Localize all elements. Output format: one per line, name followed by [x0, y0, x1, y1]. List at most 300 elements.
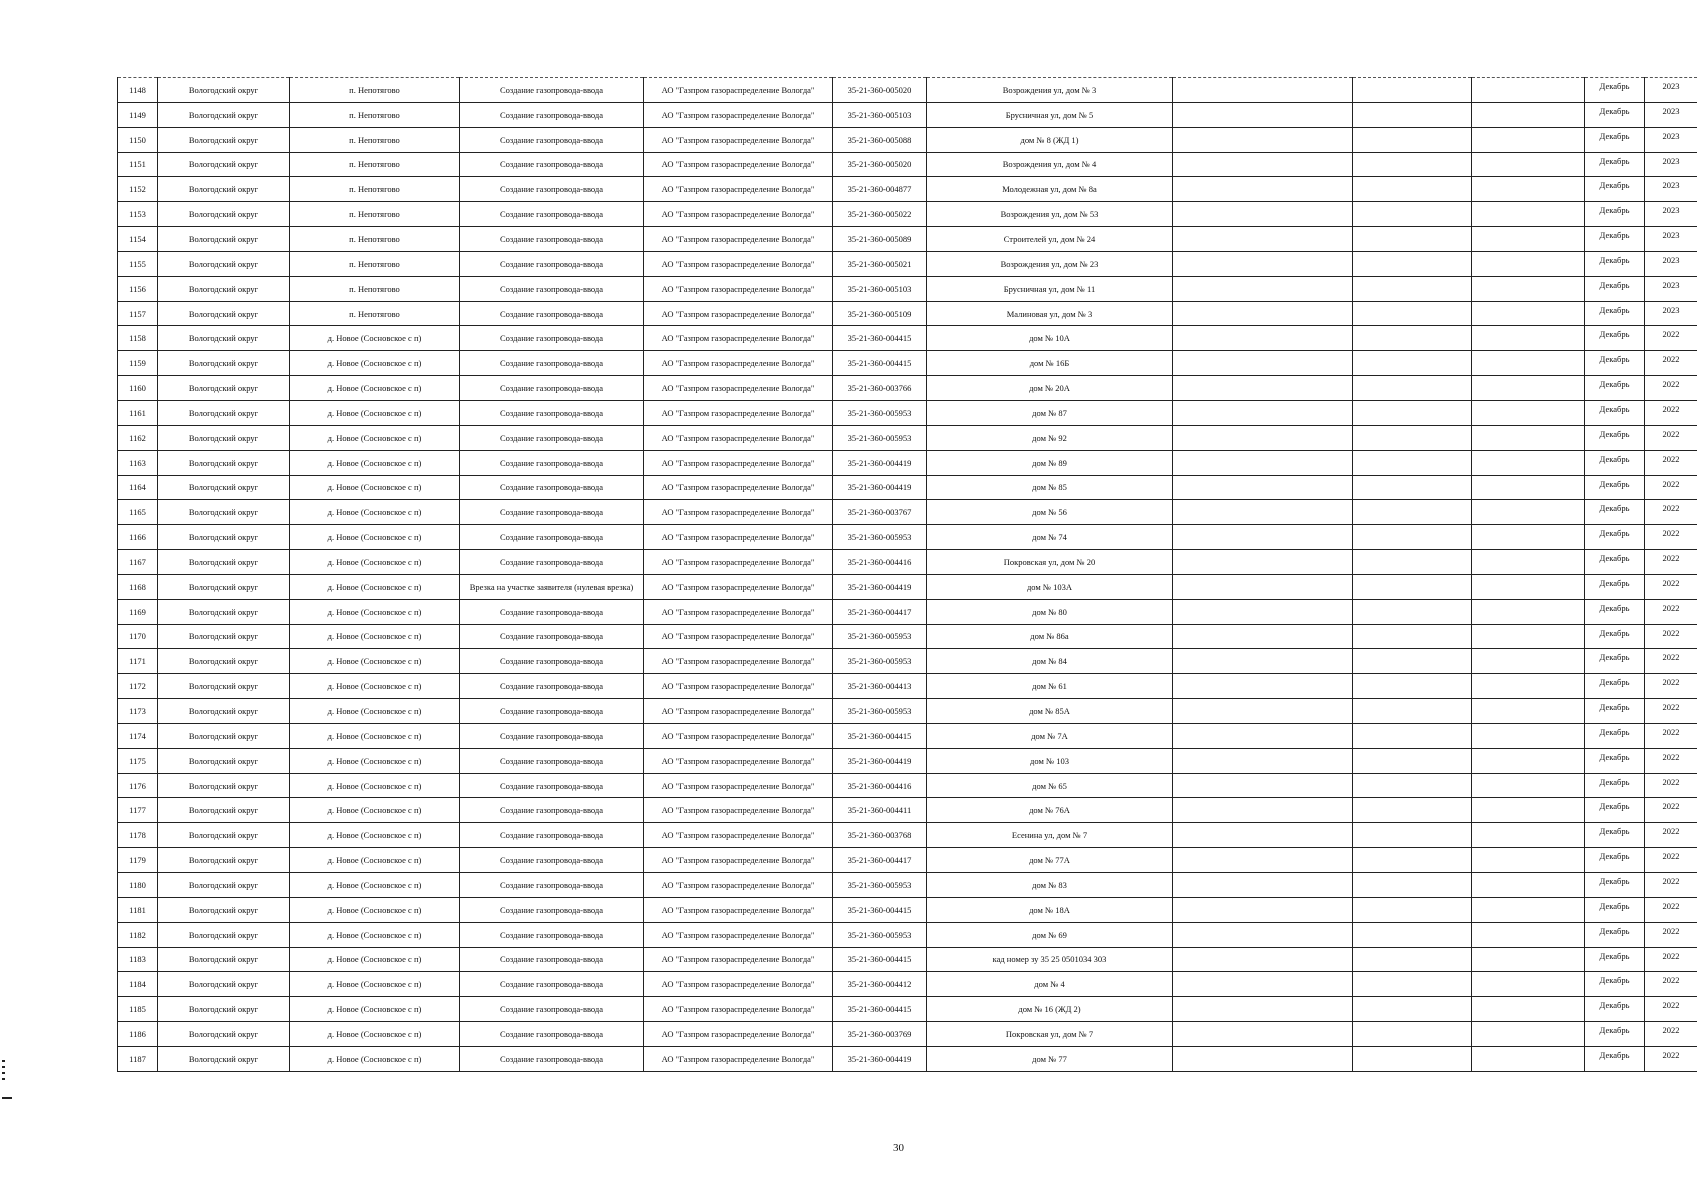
district-cell: Вологодский округ	[158, 525, 290, 550]
work-type-cell: Создание газопровода-ввода	[460, 699, 644, 724]
month-cell: Декабрь	[1585, 152, 1645, 177]
table-row	[118, 873, 1697, 898]
district-cell: Вологодский округ	[158, 450, 290, 475]
empty-cell	[1173, 748, 1353, 773]
month-cell: Декабрь	[1585, 723, 1645, 748]
district-cell: Вологодский округ	[158, 301, 290, 326]
empty-cell	[1472, 997, 1585, 1022]
settlement-cell: д. Новое (Сосновское с п)	[290, 525, 460, 550]
empty-cell	[1173, 649, 1353, 674]
year-cell: 2022	[1645, 425, 1697, 450]
work-type-cell: Создание газопровода-ввода	[460, 326, 644, 351]
empty-cell	[1173, 202, 1353, 227]
month-cell: Декабрь	[1585, 1046, 1645, 1071]
address-cell: дом № 61	[927, 674, 1173, 699]
settlement-cell: д. Новое (Сосновское с п)	[290, 997, 460, 1022]
month-cell: Декабрь	[1585, 127, 1645, 152]
empty-cell	[1173, 922, 1353, 947]
empty-cell	[1353, 450, 1472, 475]
empty-cell	[1173, 599, 1353, 624]
empty-cell	[1173, 376, 1353, 401]
organization-cell: АО "Газпром газораспределение Вологда"	[644, 897, 833, 922]
scan-edge-mark	[2, 1078, 5, 1080]
row-number: 1163	[118, 450, 158, 475]
district-cell: Вологодский округ	[158, 400, 290, 425]
organization-cell: АО "Газпром газораспределение Вологда"	[644, 227, 833, 252]
work-type-cell: Создание газопровода-ввода	[460, 475, 644, 500]
month-cell: Декабрь	[1585, 177, 1645, 202]
organization-cell: АО "Газпром газораспределение Вологда"	[644, 500, 833, 525]
year-cell: 2022	[1645, 550, 1697, 575]
row-number: 1164	[118, 475, 158, 500]
settlement-cell: д. Новое (Сосновское с п)	[290, 823, 460, 848]
empty-cell	[1353, 848, 1472, 873]
settlement-cell: д. Новое (Сосновское с п)	[290, 748, 460, 773]
organization-cell: АО "Газпром газораспределение Вологда"	[644, 823, 833, 848]
code-cell: 35-21-360-004415	[833, 723, 927, 748]
organization-cell: АО "Газпром газораспределение Вологда"	[644, 748, 833, 773]
empty-cell	[1173, 624, 1353, 649]
scan-edge-mark	[2, 1060, 5, 1062]
empty-cell	[1173, 674, 1353, 699]
work-type-cell: Создание газопровода-ввода	[460, 972, 644, 997]
year-cell: 2022	[1645, 848, 1697, 873]
organization-cell: АО "Газпром газораспределение Вологда"	[644, 699, 833, 724]
empty-cell	[1472, 972, 1585, 997]
address-cell: Покровская ул, дом № 20	[927, 550, 1173, 575]
empty-cell	[1173, 699, 1353, 724]
empty-cell	[1353, 102, 1472, 127]
year-cell: 2022	[1645, 400, 1697, 425]
empty-cell	[1173, 525, 1353, 550]
row-number: 1156	[118, 276, 158, 301]
empty-cell	[1472, 202, 1585, 227]
organization-cell: АО "Газпром газораспределение Вологда"	[644, 326, 833, 351]
empty-cell	[1472, 102, 1585, 127]
month-cell: Декабрь	[1585, 301, 1645, 326]
organization-cell: АО "Газпром газораспределение Вологда"	[644, 152, 833, 177]
address-cell: дом № 92	[927, 425, 1173, 450]
empty-cell	[1173, 972, 1353, 997]
table-row	[118, 599, 1697, 624]
month-cell: Декабрь	[1585, 699, 1645, 724]
year-cell: 2023	[1645, 177, 1697, 202]
organization-cell: АО "Газпром газораспределение Вологда"	[644, 674, 833, 699]
empty-cell	[1173, 574, 1353, 599]
address-cell: дом № 89	[927, 450, 1173, 475]
code-cell: 35-21-360-005089	[833, 227, 927, 252]
month-cell: Декабрь	[1585, 550, 1645, 575]
address-cell: Возрождения ул, дом № 53	[927, 202, 1173, 227]
table-row	[118, 922, 1697, 947]
row-number: 1179	[118, 848, 158, 873]
code-cell: 35-21-360-004419	[833, 450, 927, 475]
row-number: 1170	[118, 624, 158, 649]
empty-cell	[1173, 997, 1353, 1022]
district-cell: Вологодский округ	[158, 202, 290, 227]
code-cell: 35-21-360-005020	[833, 152, 927, 177]
month-cell: Декабрь	[1585, 400, 1645, 425]
district-cell: Вологодский округ	[158, 376, 290, 401]
row-number: 1166	[118, 525, 158, 550]
table-row	[118, 276, 1697, 301]
scan-edge-mark	[2, 1066, 5, 1068]
month-cell: Декабрь	[1585, 823, 1645, 848]
empty-cell	[1472, 450, 1585, 475]
empty-cell	[1173, 1046, 1353, 1071]
empty-cell	[1472, 78, 1585, 103]
settlement-cell: д. Новое (Сосновское с п)	[290, 599, 460, 624]
district-cell: Вологодский округ	[158, 177, 290, 202]
code-cell: 35-21-360-004415	[833, 897, 927, 922]
table-row	[118, 425, 1697, 450]
empty-cell	[1173, 773, 1353, 798]
address-cell: дом № 10А	[927, 326, 1173, 351]
address-cell: дом № 80	[927, 599, 1173, 624]
address-cell: Малиновая ул, дом № 3	[927, 301, 1173, 326]
empty-cell	[1472, 301, 1585, 326]
row-number: 1180	[118, 873, 158, 898]
code-cell: 35-21-360-005953	[833, 649, 927, 674]
district-cell: Вологодский округ	[158, 699, 290, 724]
month-cell: Декабрь	[1585, 574, 1645, 599]
district-cell: Вологодский округ	[158, 1022, 290, 1047]
table-row	[118, 400, 1697, 425]
work-type-cell: Создание газопровода-ввода	[460, 873, 644, 898]
empty-cell	[1353, 78, 1472, 103]
empty-cell	[1173, 425, 1353, 450]
empty-cell	[1173, 550, 1353, 575]
empty-cell	[1353, 376, 1472, 401]
code-cell: 35-21-360-005953	[833, 525, 927, 550]
work-type-cell: Создание газопровода-ввода	[460, 624, 644, 649]
table-row	[118, 78, 1697, 103]
code-cell: 35-21-360-005109	[833, 301, 927, 326]
row-number: 1154	[118, 227, 158, 252]
empty-cell	[1173, 475, 1353, 500]
year-cell: 2022	[1645, 599, 1697, 624]
table-row	[118, 202, 1697, 227]
work-type-cell: Создание газопровода-ввода	[460, 897, 644, 922]
settlement-cell: д. Новое (Сосновское с п)	[290, 500, 460, 525]
address-cell: Брусничная ул, дом № 11	[927, 276, 1173, 301]
work-type-cell: Создание газопровода-ввода	[460, 276, 644, 301]
work-type-cell: Создание газопровода-ввода	[460, 78, 644, 103]
work-type-cell: Создание газопровода-ввода	[460, 823, 644, 848]
district-cell: Вологодский округ	[158, 798, 290, 823]
empty-cell	[1173, 500, 1353, 525]
empty-cell	[1173, 127, 1353, 152]
organization-cell: АО "Газпром газораспределение Вологда"	[644, 127, 833, 152]
table-row	[118, 227, 1697, 252]
code-cell: 35-21-360-005020	[833, 78, 927, 103]
table-row	[118, 376, 1697, 401]
work-type-cell: Создание газопровода-ввода	[460, 102, 644, 127]
empty-cell	[1353, 723, 1472, 748]
empty-cell	[1353, 873, 1472, 898]
year-cell: 2023	[1645, 152, 1697, 177]
code-cell: 35-21-360-004413	[833, 674, 927, 699]
work-type-cell: Создание газопровода-ввода	[460, 848, 644, 873]
organization-cell: АО "Газпром газораспределение Вологда"	[644, 177, 833, 202]
work-type-cell: Создание газопровода-ввода	[460, 947, 644, 972]
row-number: 1176	[118, 773, 158, 798]
month-cell: Декабрь	[1585, 1022, 1645, 1047]
address-cell: дом № 87	[927, 400, 1173, 425]
empty-cell	[1472, 351, 1585, 376]
work-type-cell: Создание газопровода-ввода	[460, 723, 644, 748]
settlement-cell: д. Новое (Сосновское с п)	[290, 947, 460, 972]
row-number: 1173	[118, 699, 158, 724]
empty-cell	[1353, 425, 1472, 450]
empty-cell	[1353, 1022, 1472, 1047]
code-cell: 35-21-360-005953	[833, 922, 927, 947]
row-number: 1153	[118, 202, 158, 227]
code-cell: 35-21-360-004415	[833, 947, 927, 972]
month-cell: Декабрь	[1585, 475, 1645, 500]
settlement-cell: д. Новое (Сосновское с п)	[290, 1046, 460, 1071]
row-number: 1168	[118, 574, 158, 599]
year-cell: 2022	[1645, 723, 1697, 748]
month-cell: Декабрь	[1585, 773, 1645, 798]
district-cell: Вологодский округ	[158, 152, 290, 177]
district-cell: Вологодский округ	[158, 599, 290, 624]
table-row	[118, 699, 1697, 724]
year-cell: 2022	[1645, 897, 1697, 922]
empty-cell	[1353, 748, 1472, 773]
table-row	[118, 624, 1697, 649]
empty-cell	[1353, 699, 1472, 724]
row-number: 1149	[118, 102, 158, 127]
settlement-cell: д. Новое (Сосновское с п)	[290, 475, 460, 500]
code-cell: 35-21-360-004416	[833, 550, 927, 575]
address-cell: дом № 85	[927, 475, 1173, 500]
settlement-cell: д. Новое (Сосновское с п)	[290, 376, 460, 401]
address-cell: дом № 103А	[927, 574, 1173, 599]
row-number: 1160	[118, 376, 158, 401]
month-cell: Декабрь	[1585, 450, 1645, 475]
empty-cell	[1173, 326, 1353, 351]
table-row	[118, 947, 1697, 972]
year-cell: 2022	[1645, 376, 1697, 401]
district-cell: Вологодский округ	[158, 922, 290, 947]
district-cell: Вологодский округ	[158, 723, 290, 748]
district-cell: Вологодский округ	[158, 947, 290, 972]
empty-cell	[1472, 525, 1585, 550]
code-cell: 35-21-360-004419	[833, 748, 927, 773]
page-number: 30	[893, 1142, 904, 1154]
empty-cell	[1472, 674, 1585, 699]
organization-cell: АО "Газпром газораспределение Вологда"	[644, 1022, 833, 1047]
empty-cell	[1472, 922, 1585, 947]
empty-cell	[1353, 127, 1472, 152]
year-cell: 2023	[1645, 276, 1697, 301]
empty-cell	[1173, 251, 1353, 276]
organization-cell: АО "Газпром газораспределение Вологда"	[644, 301, 833, 326]
month-cell: Декабрь	[1585, 276, 1645, 301]
row-number: 1178	[118, 823, 158, 848]
year-cell: 2023	[1645, 127, 1697, 152]
empty-cell	[1472, 624, 1585, 649]
work-type-cell: Создание газопровода-ввода	[460, 674, 644, 699]
code-cell: 35-21-360-004419	[833, 1046, 927, 1071]
empty-cell	[1353, 550, 1472, 575]
settlement-cell: д. Новое (Сосновское с п)	[290, 450, 460, 475]
district-cell: Вологодский округ	[158, 848, 290, 873]
empty-cell	[1472, 400, 1585, 425]
work-type-cell: Создание газопровода-ввода	[460, 127, 644, 152]
district-cell: Вологодский округ	[158, 1046, 290, 1071]
month-cell: Декабрь	[1585, 227, 1645, 252]
organization-cell: АО "Газпром газораспределение Вологда"	[644, 351, 833, 376]
table-row	[118, 897, 1697, 922]
district-cell: Вологодский округ	[158, 78, 290, 103]
empty-cell	[1472, 599, 1585, 624]
district-cell: Вологодский округ	[158, 351, 290, 376]
work-type-cell: Создание газопровода-ввода	[460, 376, 644, 401]
settlement-cell: п. Непотягово	[290, 301, 460, 326]
work-type-cell: Создание газопровода-ввода	[460, 1022, 644, 1047]
organization-cell: АО "Газпром газораспределение Вологда"	[644, 624, 833, 649]
table-row	[118, 997, 1697, 1022]
table-row	[118, 475, 1697, 500]
address-cell: Покровская ул, дом № 7	[927, 1022, 1173, 1047]
code-cell: 35-21-360-004415	[833, 997, 927, 1022]
row-number: 1151	[118, 152, 158, 177]
code-cell: 35-21-360-005022	[833, 202, 927, 227]
year-cell: 2022	[1645, 972, 1697, 997]
settlement-cell: п. Непотягово	[290, 276, 460, 301]
table-row	[118, 748, 1697, 773]
organization-cell: АО "Газпром газораспределение Вологда"	[644, 425, 833, 450]
settlement-cell: д. Новое (Сосновское с п)	[290, 897, 460, 922]
empty-cell	[1353, 798, 1472, 823]
table-row	[118, 972, 1697, 997]
month-cell: Декабрь	[1585, 326, 1645, 351]
work-type-cell: Создание газопровода-ввода	[460, 550, 644, 575]
year-cell: 2022	[1645, 922, 1697, 947]
empty-cell	[1353, 599, 1472, 624]
empty-cell	[1472, 227, 1585, 252]
organization-cell: АО "Газпром газораспределение Вологда"	[644, 972, 833, 997]
month-cell: Декабрь	[1585, 798, 1645, 823]
work-type-cell: Создание газопровода-ввода	[460, 649, 644, 674]
row-number: 1159	[118, 351, 158, 376]
code-cell: 35-21-360-003767	[833, 500, 927, 525]
organization-cell: АО "Газпром газораспределение Вологда"	[644, 649, 833, 674]
table-row	[118, 798, 1697, 823]
empty-cell	[1353, 773, 1472, 798]
code-cell: 35-21-360-004415	[833, 326, 927, 351]
row-number: 1157	[118, 301, 158, 326]
district-cell: Вологодский округ	[158, 624, 290, 649]
settlement-cell: п. Непотягово	[290, 78, 460, 103]
organization-cell: АО "Газпром газораспределение Вологда"	[644, 873, 833, 898]
year-cell: 2022	[1645, 699, 1697, 724]
settlement-cell: д. Новое (Сосновское с п)	[290, 798, 460, 823]
address-cell: дом № 69	[927, 922, 1173, 947]
month-cell: Декабрь	[1585, 947, 1645, 972]
empty-cell	[1472, 475, 1585, 500]
empty-cell	[1173, 152, 1353, 177]
empty-cell	[1353, 202, 1472, 227]
organization-cell: АО "Газпром газораспределение Вологда"	[644, 376, 833, 401]
table-row	[118, 574, 1697, 599]
empty-cell	[1173, 723, 1353, 748]
empty-cell	[1472, 376, 1585, 401]
empty-cell	[1472, 649, 1585, 674]
month-cell: Декабрь	[1585, 376, 1645, 401]
settlement-cell: п. Непотягово	[290, 127, 460, 152]
organization-cell: АО "Газпром газораспределение Вологда"	[644, 997, 833, 1022]
code-cell: 35-21-360-003766	[833, 376, 927, 401]
address-cell: дом № 4	[927, 972, 1173, 997]
empty-cell	[1353, 823, 1472, 848]
empty-cell	[1472, 1046, 1585, 1071]
year-cell: 2022	[1645, 326, 1697, 351]
code-cell: 35-21-360-005953	[833, 425, 927, 450]
organization-cell: АО "Газпром газораспределение Вологда"	[644, 922, 833, 947]
empty-cell	[1472, 152, 1585, 177]
empty-cell	[1353, 276, 1472, 301]
month-cell: Декабрь	[1585, 425, 1645, 450]
settlement-cell: п. Непотягово	[290, 102, 460, 127]
empty-cell	[1472, 425, 1585, 450]
empty-cell	[1353, 574, 1472, 599]
empty-cell	[1472, 500, 1585, 525]
code-cell: 35-21-360-003769	[833, 1022, 927, 1047]
empty-cell	[1173, 848, 1353, 873]
code-cell: 35-21-360-005953	[833, 699, 927, 724]
year-cell: 2022	[1645, 351, 1697, 376]
address-cell: дом № 86а	[927, 624, 1173, 649]
empty-cell	[1472, 574, 1585, 599]
district-cell: Вологодский округ	[158, 425, 290, 450]
address-cell: дом № 65	[927, 773, 1173, 798]
address-cell: дом № 103	[927, 748, 1173, 773]
row-number: 1181	[118, 897, 158, 922]
settlement-cell: д. Новое (Сосновское с п)	[290, 326, 460, 351]
address-cell: дом № 77А	[927, 848, 1173, 873]
address-cell: дом № 77	[927, 1046, 1173, 1071]
organization-cell: АО "Газпром газораспределение Вологда"	[644, 475, 833, 500]
month-cell: Декабрь	[1585, 897, 1645, 922]
empty-cell	[1353, 351, 1472, 376]
empty-cell	[1472, 798, 1585, 823]
settlement-cell: п. Непотягово	[290, 152, 460, 177]
work-type-cell: Создание газопровода-ввода	[460, 599, 644, 624]
organization-cell: АО "Газпром газораспределение Вологда"	[644, 102, 833, 127]
organization-cell: АО "Газпром газораспределение Вологда"	[644, 1046, 833, 1071]
empty-cell	[1353, 922, 1472, 947]
work-type-cell: Создание газопровода-ввода	[460, 500, 644, 525]
district-cell: Вологодский округ	[158, 972, 290, 997]
address-cell: дом № 16 (ЖД 2)	[927, 997, 1173, 1022]
empty-cell	[1353, 475, 1472, 500]
organization-cell: АО "Газпром газораспределение Вологда"	[644, 202, 833, 227]
row-number: 1172	[118, 674, 158, 699]
settlement-cell: д. Новое (Сосновское с п)	[290, 624, 460, 649]
empty-cell	[1353, 972, 1472, 997]
year-cell: 2023	[1645, 301, 1697, 326]
empty-cell	[1472, 897, 1585, 922]
empty-cell	[1173, 351, 1353, 376]
address-cell: Брусничная ул, дом № 5	[927, 102, 1173, 127]
empty-cell	[1472, 947, 1585, 972]
year-cell: 2022	[1645, 624, 1697, 649]
work-type-cell: Создание газопровода-ввода	[460, 177, 644, 202]
work-type-cell: Создание газопровода-ввода	[460, 525, 644, 550]
